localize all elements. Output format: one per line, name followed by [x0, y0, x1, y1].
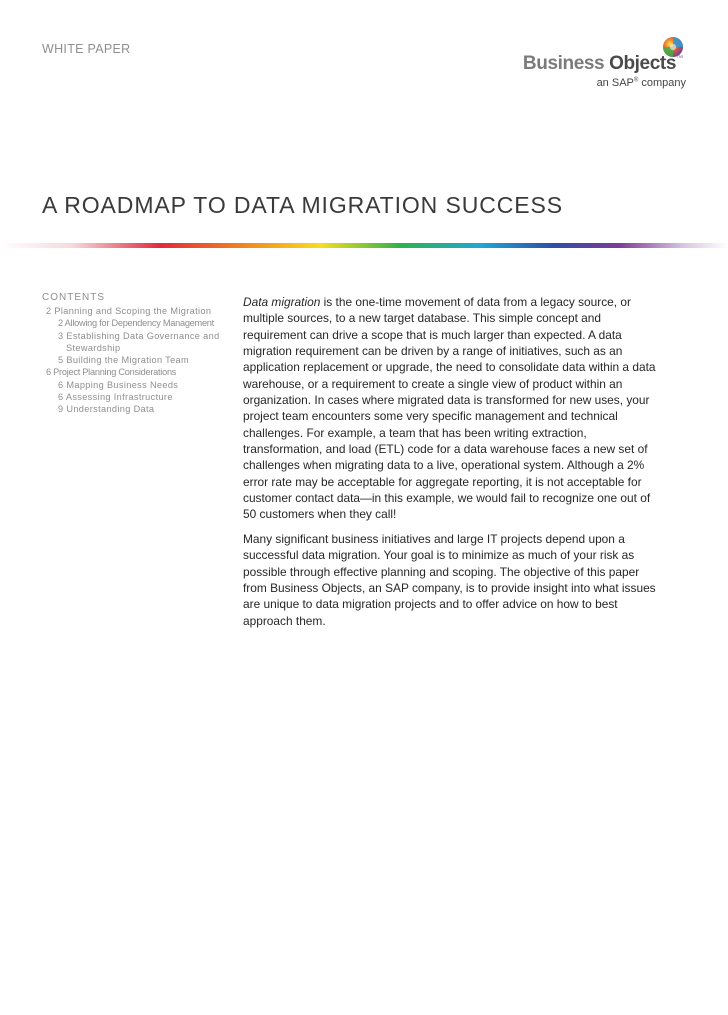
- intro-paragraph: [243, 294, 663, 523]
- page-title: A ROADMAP TO DATA MIGRATION SUCCESS: [42, 192, 563, 218]
- table-of-contents: [42, 292, 232, 416]
- toc-item[interactable]: 6 Assessing Infrastructure: [58, 392, 173, 403]
- logo-wordmark-strong: Objects: [609, 53, 676, 74]
- document-type-label: WHITE PAPER: [42, 42, 131, 56]
- toc-item[interactable]: 2 Planning and Scoping the Migration: [46, 306, 212, 316]
- logo-trademark: ™: [676, 55, 683, 62]
- toc-item[interactable]: 9 Understanding Data: [58, 404, 155, 415]
- second-paragraph: Many significant business initiatives and large IT projects depend upon a successful data migration. Your goal is to minimize as much of your risk as possible through effective planning and scoping. The objective of this paper from Business Objects, an SAP company, is to provide insight into what issues are unique to data migration projects and to offer advice on how to best approach them.: [243, 531, 656, 628]
- toc-item[interactable]: 2 Allowing for Dependency Management: [58, 318, 214, 329]
- toc-item[interactable]: 5 Building the Migration Team: [58, 355, 190, 366]
- logo-tagline-end: company: [641, 77, 686, 89]
- business-objects-logo: [522, 34, 688, 94]
- toc-heading: CONTENTS: [42, 292, 105, 303]
- intro-lead-term: Data migration: [243, 295, 321, 309]
- intro-paragraph-text: is the one-time movement of data from a legacy source, or multiple sources, to a new target database. This simple concept and requirement can drive a scope that is much larger than expected. A data migration requirement can be driven by a range of initiatives, such as an application replacement or upgrade, the need to consolidate data within a data warehouse, or a requirement to create a single view of product within an organization. In cases where migrated data is transformed for new uses, your project team encounters some very specific management and technical challenges. For example, a team that has been writing extraction, transformation, and load (ETL) code for a data warehouse faces a new set of challenges when migrating data to a live, operational system. Although a 2% error rate may be acceptable for aggregate reporting, it is not acceptable for customer contact data—in this example, we would fail to recognize one out of 50 customers when they call!: [243, 295, 656, 522]
- logo-tagline: [597, 77, 686, 89]
- toc-item[interactable]: 6 Mapping Business Needs: [58, 379, 179, 390]
- logo-wordmark-light: Business: [522, 53, 605, 74]
- logo-wordmark: [523, 53, 676, 75]
- body-text: [243, 294, 663, 637]
- logo-tagline-start: an SAP: [596, 77, 634, 89]
- toc-item-continuation[interactable]: Stewardship: [66, 342, 121, 353]
- toc-item[interactable]: 3 Establishing Data Governance and: [58, 330, 220, 341]
- logo-registered-mark: ®: [633, 77, 639, 84]
- toc-item[interactable]: 6 Project Planning Considerations: [46, 367, 177, 378]
- spectrum-divider: [0, 243, 728, 248]
